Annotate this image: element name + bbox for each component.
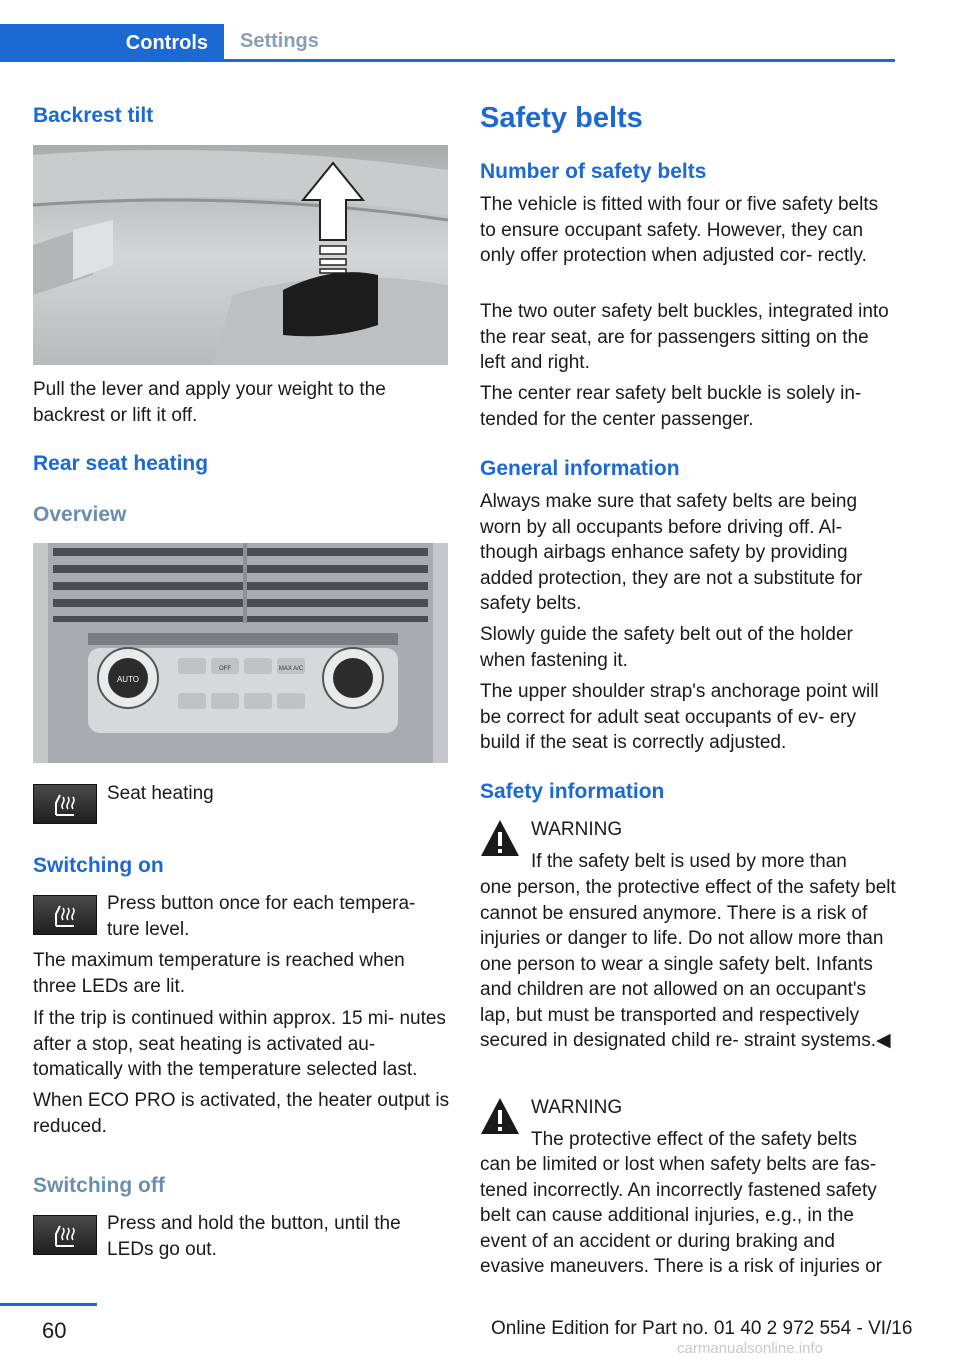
max-temperature-text: The maximum temperature is reached when three LEDs are lit. — [33, 950, 405, 997]
general-information-heading: General information — [480, 457, 680, 480]
backrest-lever-illustration — [33, 145, 448, 365]
header-rule — [0, 59, 895, 62]
watermark: carmanualsonline.info — [677, 1340, 823, 1357]
number-of-belts-text-3: The center rear safety belt buckle is solely in‐ tended for the center passenger. — [480, 383, 862, 430]
max-ac-label: MAX A/C — [278, 666, 304, 672]
off-label: OFF — [219, 666, 231, 672]
general-information-text-2: Slowly guide the safety belt out of the holder when fastening it. — [480, 624, 853, 671]
warning-2-label: WARNING — [531, 1097, 623, 1118]
seat-heating-icon — [50, 902, 80, 928]
seat-heating-icon — [50, 791, 80, 817]
tab-settings[interactable]: Settings — [240, 30, 319, 52]
overview-heading: Overview — [33, 503, 127, 526]
backrest-lever-photo — [33, 145, 448, 365]
header-bar — [0, 24, 895, 62]
switching-off-text: Press and hold the button, until the LEDs go out. — [107, 1213, 401, 1260]
seat-heating-icon — [50, 1222, 80, 1248]
warning-1-text: one person, the protective effect of the safety belt cannot be ensured anymore. There is a risk of injuries or danger to life. Do not allow more than one person to wear a single safety belt. Infants and children are not allowed on an occupant's lap, but must be transported and respectively secured in designated child re‐ straint systems.◀ — [480, 877, 896, 1051]
edition-text: Online Edition for Part no. 01 40 2 972 554 - VI/16 — [491, 1318, 913, 1339]
seat-heating-on-icon — [33, 895, 97, 935]
warning-2-text: can be limited or lost when safety belts are fas‐ tened incorrectly. An incorrectly fastened safety belt can cause additional injuries, e.g., in the event of an accident or during braking and evasive maneuvers. There is a risk of injuries or — [480, 1154, 882, 1277]
seat-heating-label: Seat heating — [107, 783, 214, 804]
safety-belts-title: Safety belts — [480, 102, 643, 134]
warning-1-label: WARNING — [531, 819, 623, 840]
warning-triangle-icon — [480, 818, 520, 863]
tab-controls[interactable]: Controls — [0, 24, 224, 62]
warning-1-first-line: If the safety belt is used by more than — [531, 851, 847, 872]
backrest-instructions: Pull the lever and apply your weight to the backrest or lift it off. — [33, 379, 386, 426]
switching-off-heading: Switching off — [33, 1174, 165, 1197]
general-information-text-3: The upper shoulder strap's anchorage point will be correct for adult seat occupants of ev‐ ery build if the seat is correctly adjusted. — [480, 681, 879, 753]
seat-heating-off-icon — [33, 1215, 97, 1255]
warning-2-first-line: The protective effect of the safety belts — [531, 1129, 857, 1150]
safety-information-heading: Safety information — [480, 780, 665, 803]
number-of-belts-text-1: The vehicle is fitted with four or five safety belts to ensure occupant safety. However, they can only offer protection when adjusted cor‐ rectly. — [480, 194, 879, 266]
rear-seat-heating-heading: Rear seat heating — [33, 452, 209, 475]
backrest-tilt-heading: Backrest tilt — [33, 104, 154, 127]
climate-panel-photo — [33, 543, 448, 763]
number-of-belts-heading: Number of safety belts — [480, 160, 707, 183]
general-information-text-1: Always make sure that safety belts are being worn by all occupants before driving off. Al‐ though airbags enhance safety by providing added protection, they are not a substitute for safety belts. — [480, 491, 863, 614]
warning-triangle-icon — [480, 1096, 520, 1141]
auto-label: AUTO — [116, 675, 140, 684]
page-number: 60 — [42, 1318, 67, 1343]
seat-heating-button-icon — [33, 784, 97, 824]
footer-rule — [0, 1303, 97, 1306]
number-of-belts-text-2: The two outer safety belt buckles, integrated into the rear seat, are for passengers sitting on the left and right. — [480, 301, 889, 373]
switching-on-heading: Switching on — [33, 854, 164, 877]
eco-pro-text: When ECO PRO is activated, the heater output is reduced. — [33, 1090, 450, 1137]
trip-continued-text: If the trip is continued within approx. 15 mi‐ nutes after a stop, seat heating is activated au‐ tomatically with the temperature selected last. — [33, 1008, 446, 1080]
climate-panel-illustration — [33, 543, 448, 763]
switching-on-text: Press button once for each tempera‐ ture level. — [107, 893, 416, 940]
